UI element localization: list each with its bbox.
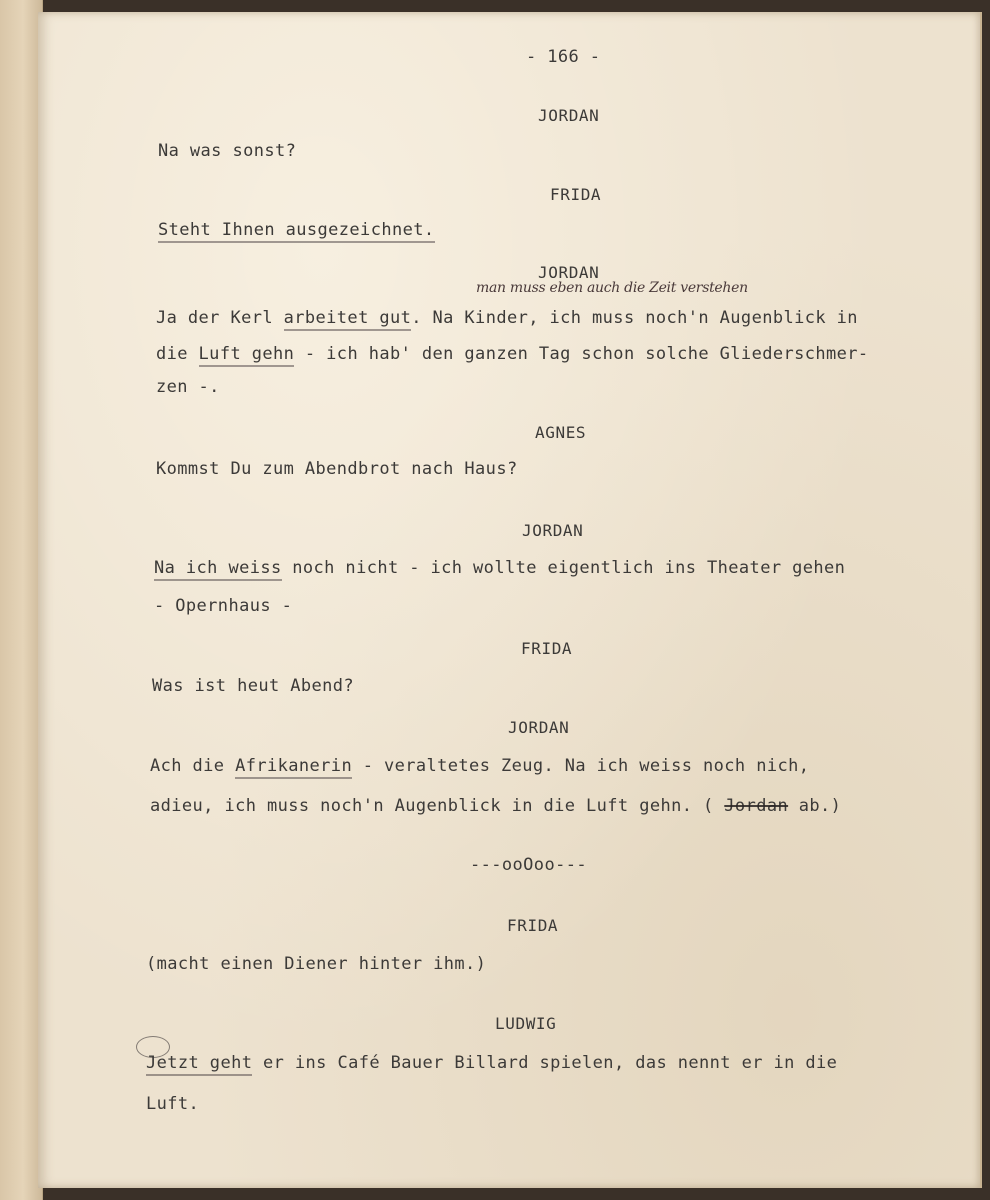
- dialogue-line: Na was sonst?: [158, 141, 297, 161]
- underlined-phrase: Luft gehn: [199, 344, 295, 367]
- dialogue-line: die Luft gehn - ich hab' den ganzen Tag schon solche Gliederschmer-: [156, 343, 869, 365]
- dialogue-line: Kommst Du zum Abendbrot nach Haus?: [156, 459, 518, 479]
- speaker-name: JORDAN: [522, 521, 584, 540]
- dialogue-line: Jetzt geht er ins Café Bauer Billard spielen, das nennt er in die: [146, 1052, 837, 1074]
- dialogue-line: Na ich weiss noch nicht - ich wollte eigentlich ins Theater gehen: [154, 557, 845, 579]
- scene-separator: ---ooOoo---: [470, 855, 587, 875]
- speaker-name: FRIDA: [521, 639, 573, 658]
- speaker-name: JORDAN: [538, 106, 600, 125]
- dialogue-line: Was ist heut Abend?: [152, 676, 355, 696]
- speaker-name: LUDWIG: [495, 1014, 557, 1033]
- dialogue-line: (macht einen Diener hinter ihm.): [146, 954, 487, 974]
- dialogue-line: Steht Ihnen ausgezeichnet.: [158, 219, 435, 241]
- underlined-phrase: Jetzt geht: [146, 1053, 252, 1076]
- script-page: [38, 12, 982, 1188]
- dialogue-line: zen -.: [156, 377, 220, 397]
- speaker-name: JORDAN: [538, 263, 600, 282]
- book-binding: [0, 0, 43, 1200]
- underlined-phrase: Na ich weiss: [154, 558, 282, 581]
- dialogue-line: Ach die Afrikanerin - veraltetes Zeug. Na ich weiss noch nich,: [150, 755, 809, 777]
- dialogue-line: - Opernhaus -: [154, 596, 293, 616]
- dialogue-line: adieu, ich muss noch'n Augenblick in die Luft gehn. ( Jordan ab.): [150, 796, 842, 816]
- speaker-name: FRIDA: [507, 916, 559, 935]
- speaker-name: AGNES: [535, 423, 587, 442]
- speaker-name: JORDAN: [508, 718, 570, 737]
- handwritten-annotation: man muss eben auch die Zeit verstehen: [476, 280, 748, 296]
- speaker-name: FRIDA: [550, 185, 602, 204]
- page-number: - 166 -: [526, 47, 601, 67]
- underlined-phrase: arbeitet gut: [284, 308, 412, 331]
- dialogue-line: Luft.: [146, 1094, 200, 1114]
- underlined-phrase: Afrikanerin: [235, 756, 352, 779]
- dialogue-line: Ja der Kerl arbeitet gut. Na Kinder, ich muss noch'n Augenblick in: [156, 307, 858, 329]
- struck-word: Jordan: [724, 796, 789, 816]
